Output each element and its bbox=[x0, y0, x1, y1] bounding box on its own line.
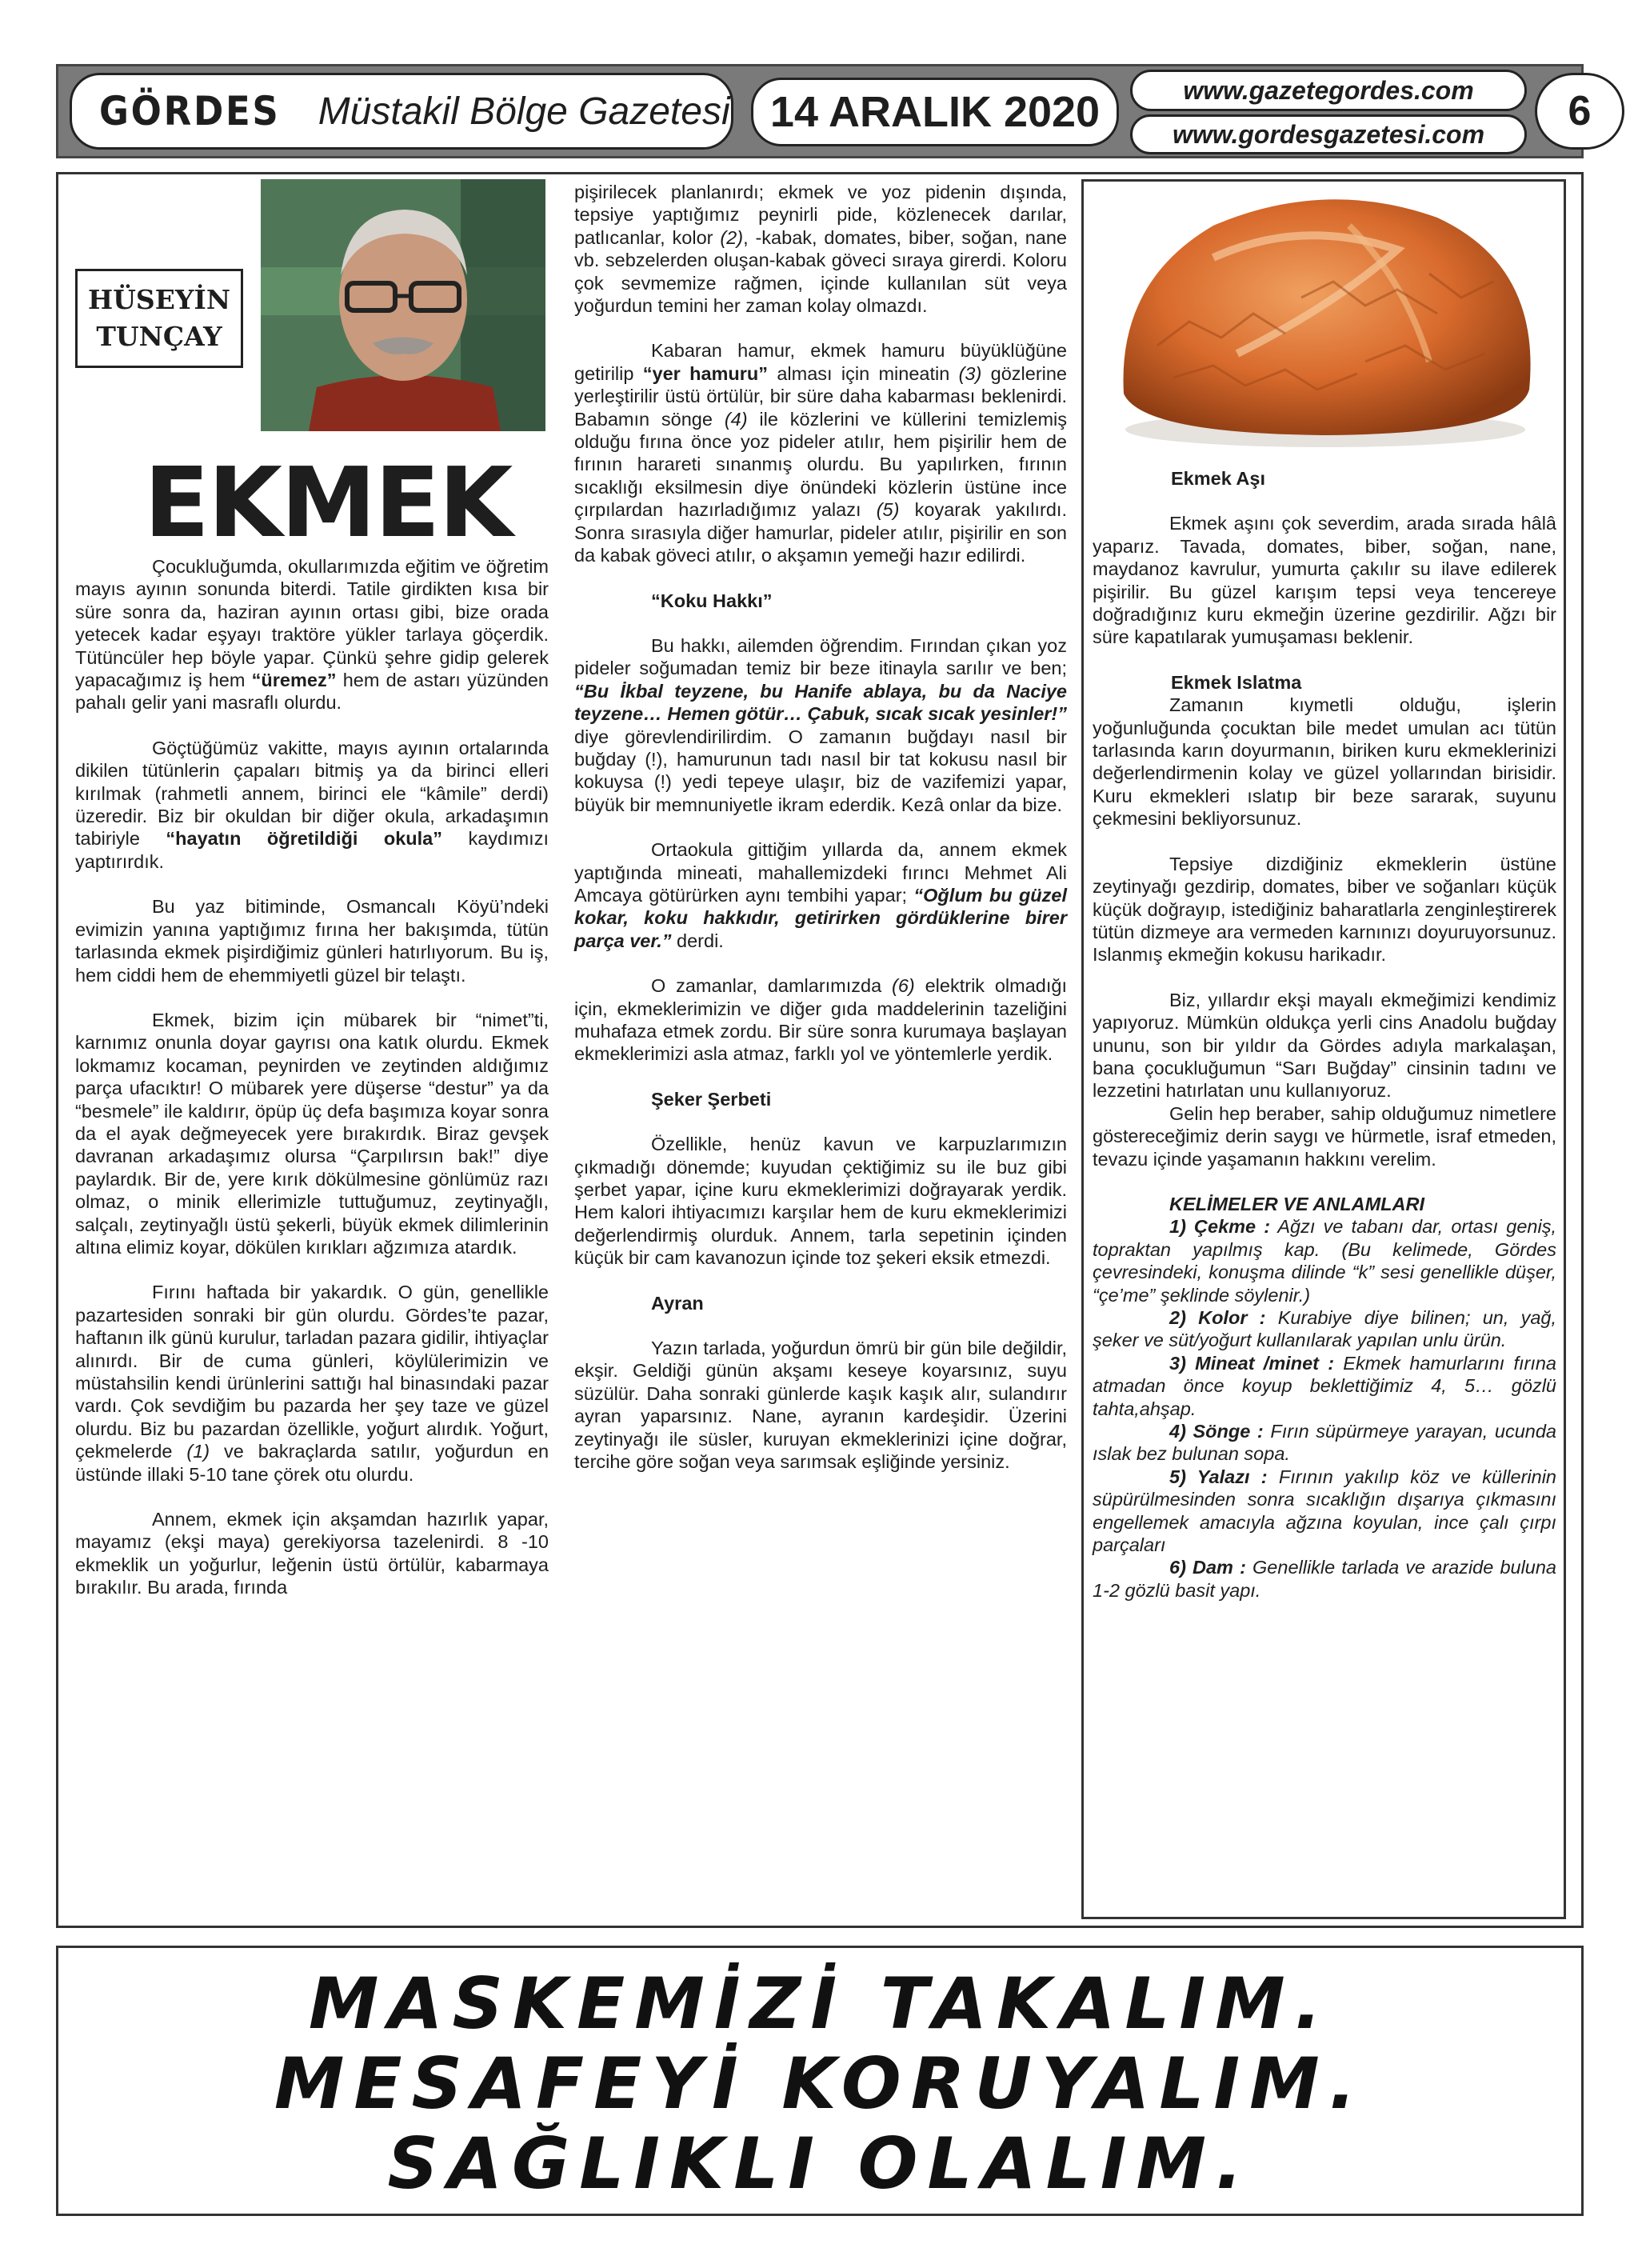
page-number: 6 bbox=[1535, 73, 1624, 150]
glossary-item: 1) Çekme : Ağzı ve tabanı dar, ortası geniş, topraktan yapılmış kap. (Bu kelimede, Gördes çevresindeki, konuşma dilinde “k” sesi genellikle düşer, “çe’me” şeklinde söylenir.) bbox=[1093, 1216, 1556, 1306]
section-heading-koku-hakki: “Koku Hakkı” bbox=[651, 590, 773, 611]
author-portrait-image bbox=[261, 179, 545, 431]
masthead-name-pill bbox=[70, 73, 733, 150]
glossary-item: 4) Sönge : Fırın süpürmeye yarayan, ucunda ıslak bez bulunan sopa. bbox=[1093, 1421, 1557, 1465]
section-heading-ekmek-asi: Ekmek Aşı bbox=[1171, 468, 1266, 489]
paragraph: O zamanlar, damlarımızda (6) elektrik olmadığı için, ekmeklerimizin ve diğer gıda maddelerinin tazeliğini muhafaza etmek zordu. Bir süre sonra kurumaya başlayan ekmeklerimizi asla atmaz, farklı yol ve yöntemlerle yerdik. bbox=[574, 975, 1067, 1065]
issue-date: 14 ARALIK 2020 bbox=[751, 78, 1119, 146]
paragraph: Göçtüğümüz vakitte, mayıs ayının ortalarında dikilen tütünlerin çapaları bitmiş ya da birinci elleri kırılmak (rahmetli annem, birinci ele “kâmile” derdi) üzeredir. Biz bir okuldan bir diğer okula, arkadaşımın tabiriyle “hayatın öğretildiği okula” kaydımızı yaptırırdık. bbox=[75, 737, 549, 872]
banner-line-3: SAĞLIKLI OLALIM. bbox=[387, 2122, 1252, 2205]
paragraph: Gelin hep beraber, sahip olduğumuz nimetlere göstereceğimiz derin saygı ve hürmetle, israf etmeden, tevazu içinde yaşamanın hakkını verelim. bbox=[1093, 1102, 1556, 1170]
column-2 bbox=[574, 181, 1067, 1496]
paragraph: Zamanın kıymetli olduğu, işlerin yoğunluğunda çocuktan bile medet umulan acı tütün tarlasında karın doyurmanın, biriken kuru ekmeklerinizi değerlendirmenin kolay ve güzel yollarından birisidir. Kuru ekmekleri ıslatıp bir beze sararak, suyunu çekmesini bekliyorsunuz. bbox=[1093, 694, 1556, 830]
paragraph: Fırını haftada bir yakardık. O gün, genellikle pazartesiden sonraki bir gün olurdu. Gördes’te pazar, haftanın ilk günü kurulur, tarladan pazara gidilir, ihtiyaçlar alınırdı. Bir de cuma günleri, köylülerimizin ve müstahsilin kendi ürünlerini sattığı hal binasındaki pazar vardı. Çok sevdiğim bu pazarda her şey taze ve güzel olurdu. Biz bu pazardan özellikle, yoğurt alırdık. Yoğurt, çekmelerde (1) ve bakraçlarda satılır, yoğurdun en üstünde illaki 5-10 tane çörek otu olurdu. bbox=[75, 1282, 549, 1485]
article-title: EKMEK bbox=[144, 448, 512, 559]
section-heading-ayran: Ayran bbox=[651, 1292, 704, 1314]
glossary-item: 5) Yalazı : Fırının yakılıp köz ve küllerinin süpürülmesinden sonra sıcaklığın dışarıya çıkmasını engellemek amacıyla ağzına koyulan, ince çalı çırpı parçaları bbox=[1093, 1466, 1556, 1556]
author-last-name: TUNÇAY bbox=[96, 321, 222, 352]
glossary-item: 2) Kolor : Kurabiye diye bilinen; un, yağ, şeker ve süt/yoğurt kullanılarak yapılan unlu ürün. bbox=[1093, 1307, 1557, 1351]
paragraph: Annem, ekmek için akşamdan hazırlık yapar, mayamız (ekşi maya) gerekiyorsa tazelenirdi. 8 -10 ekmeklik un yoğurlur, leğenin üstü örtülür, kabarmaya bırakılır. Bu arada, fırında bbox=[75, 1509, 549, 1598]
paragraph: Bu hakkı, ailemden öğrendim. Fırından çıkan yoz pideler soğumadan temiz bir beze itinayla sarılır ve ben; “Bu İkbal teyzene, bu Hanife ablaya, bu da Naciye teyzene… Hemen götür… Çabuk, sıcak sıcak yesinler!” diye görevlendirilirdim. O zamanın buğdayı nasıl bir buğday (!), hamurunun tadı nasıl bir tat kokusu nasıl bir kokuysa (!) yedi tepeye ulaşır, biz de vazifemizi yapar, büyük bir memnuniyetle ikram ederdik. Kezâ onlar da bize. bbox=[574, 634, 1067, 815]
paragraph: Tepsiye dizdiğiniz ekmeklerin üstüne zeytinyağı gezdirip, domates, biber ve soğanları küçük küçük doğrayıp, istediğiniz baharatlarla zenginleştirerek tütün dizmeye ara vermeden karnınızı doyuruyorsunuz. Islanmış ekmeğin kokusu harikadır. bbox=[1093, 853, 1556, 966]
glossary-item: 6) Dam : Genellikle tarlada ve arazide buluna 1-2 gözlü basit yapı. bbox=[1093, 1557, 1557, 1601]
paragraph: Biz, yıllardır ekşi mayalı ekmeğimizi kendimiz yapıyoruz. Mümkün oldukça yerli cins Anadolu buğday ununu, son bir yıldır da Gördes adıyla markalaşan, bana çocukluğumun “Sarı Buğday” cinsinin tadını ve lezzetini hatırlatan unu kullanıyoruz. bbox=[1093, 989, 1556, 1102]
author-photo bbox=[261, 179, 545, 431]
section-heading-ekmek-islatma: Ekmek Islatma bbox=[1171, 671, 1302, 693]
author-name-box bbox=[75, 269, 243, 368]
banner-line-1: MASKEMİZİ TAKALIM. bbox=[308, 1962, 1332, 2045]
paragraph: Özellikle, henüz kavun ve karpuzlarımızın çıkmadığı dönemde; kuyudan çektiğimiz su ile buz gibi şerbet yapar, içine kuru ekmeklerimizi doğrayarak yerdik. Hem kalori ihtiyacımızı karşılar hem de kuru ekmeklerimizi değerlendirmiş olurduk. Annem, tarla sepetinin içinden küçük bir cam kavanozun içinde toz şekeri eksik etmezdi. bbox=[574, 1134, 1067, 1269]
paragraph: Ekmek, bizim için mübarek bir “nimet”ti, karnımız onunla doyar gayrısı ona katık olurdu. Ekmek lokmamız kocaman, peynirden ve zeytinden aldığımız parça ufacıktır! O mübarek yere düşerse “destur” ya da “besmele” ile kaldırır, öpüp üç defa başımıza koyar sonra da el ayak değmeyecek yere bırakırdık. Biraz gevşek davranan arkadaşımız olursa “Çarpılırsın bak!” diye paylardık. Bir de, yere kırık dökülmesine gönlümüz razı olmaz, o minik ellerimizle tuttuğumuz, zeytinyağlı, salçalı, zeytinyağlı üstü şekerli, büyük ekmek dilimlerinin altına elimiz koyar, dökülen kırıkları ağzımıza atardık. bbox=[75, 1009, 549, 1258]
author-first-name: HÜSEYİN bbox=[87, 284, 231, 315]
paragraph: pişirilecek planlanırdı; ekmek ve yoz pidenin dışında, tepsiye yaptığımız peynirli pide, közlenecek darılar, patlıcanlar, kolor (2), -kabak, domates, biber, soğan, nane vb. sebzelerden oluşan-kabak göveci sıraya girerdi. Koloru çok sevmemize rağmen, içinde kullanılan süt veya yoğurdun temini her zaman kolay olmazdı. bbox=[574, 182, 1067, 317]
section-heading-seker-serbeti: Şeker Şerbeti bbox=[651, 1088, 772, 1110]
health-banner bbox=[56, 1946, 1584, 2216]
newspaper-subtitle: Müstakil Bölge Gazetesi bbox=[318, 90, 730, 133]
paragraph: Yazın tarlada, yoğurdun ömrü bir gün bile değildir, ekşir. Geldiği günün akşamı keseye koyarsınız, suyu süzülür. Daha sonraki günlerde kaşık kaşık alır, sulandırır ayran yaparsınız. Nane, ayranın kardeşidir. Üzerini zeytinyağı ile süsler, kuruyan ekmeklerinizi içine doğrar, tercihe göre soğan veya sarımsak eşliğinde yersiniz. bbox=[574, 1338, 1067, 1473]
paragraph: Ortaokula gittiğim yıllarda da, annem ekmek yaptığında mineati, mahallemizdeki fırıncı Mehmet Ali Amcaya götürürken aynı tembihi yapar; “Oğlum bu güzel kokar, koku hakkıdır, getirirken gördüklerine birer parça ver.” derdi. bbox=[574, 839, 1068, 951]
masthead bbox=[56, 64, 1592, 158]
column-1 bbox=[75, 555, 549, 1622]
paragraph: Ekmek aşını çok severdim, arada sırada hâlâ yaparız. Tavada, domates, biber, soğan, nane, maydanoz kavrulur, yumurta çakılır su ilave edilerek pişirilir. Bu güzel karışım tepsi veya tencereye doğradığınız kuru ekmeğin üzerine gezdirilir. Ağzı bir süre kapatılarak yumuşaması beklenir. bbox=[1093, 513, 1556, 648]
glossary-item: 3) Mineat /minet : Ekmek hamurlarını fırına atmadan önce koyup beklettiğimiz 4, 5… gözlü tahta,ahşap. bbox=[1093, 1352, 1556, 1419]
newspaper-brand: GÖRDES bbox=[99, 88, 281, 134]
bread-image bbox=[1093, 186, 1557, 454]
column-3 bbox=[1093, 467, 1556, 1602]
bread-photo bbox=[1093, 186, 1557, 454]
paragraph: Kabaran hamur, ekmek hamuru büyüklüğüne getirilip “yer hamuru” alması için mineatin (3) gözlerine yerleştirilir üstü örtülür, bir süre daha kabarması beklenirdi. Babamın sönge (4) ile közlerini ve küllerini temizlemiş olduğu fırına önce yoz pideler atılır, hem pişirilir hem de fırının harareti sınanmış olurdu. Bu yapılırken, fırının sıcaklığı eksilmesin diye önündeki közlerin üstüne ince çırpılardan hazırladığımız yalazı (5) koyarak yakılırdı. Sonra sırasıyla diğer hamurlar, pideler atılır, pişirilir en son da kabak göveci atılır, o akşamın yemeği hazır edilirdi. bbox=[574, 340, 1068, 566]
paragraph: Bu yaz bitiminde, Osmancalı Köyü’ndeki evimizin yanına yaptığımız fırına her bakışımda, tütün tarlasında ekmek pişirdiğimiz günleri hatırlıyorum. Bu iş, hem ciddi hem de ehemmiyetli güzel bir telaştı. bbox=[75, 896, 549, 986]
banner-line-2: MESAFEYİ KORUYALIM. bbox=[274, 2042, 1366, 2125]
glossary-heading: KELİMELER VE ANLAMLARI bbox=[1169, 1193, 1424, 1214]
website-link-1[interactable]: www.gazetegordes.com bbox=[1130, 70, 1527, 111]
paragraph: Çocukluğumda, okullarımızda eğitim ve öğretim mayıs ayının sonunda biterdi. Tatile girdikten kısa bir süre sonra da, haziran ayının ortası gibi, bize orada yetecek kadar eşyayı traktöre yükler tarlaya göçerdik. Tütüncüler hep böyle yapar. Çünkü şehre gidip gelerek yapacağımız iş hem “üremez” hem de astarı yüzünden pahalı gelir yani masraflı olurdu. bbox=[75, 556, 549, 714]
website-link-2[interactable]: www.gordesgazetesi.com bbox=[1130, 114, 1527, 154]
